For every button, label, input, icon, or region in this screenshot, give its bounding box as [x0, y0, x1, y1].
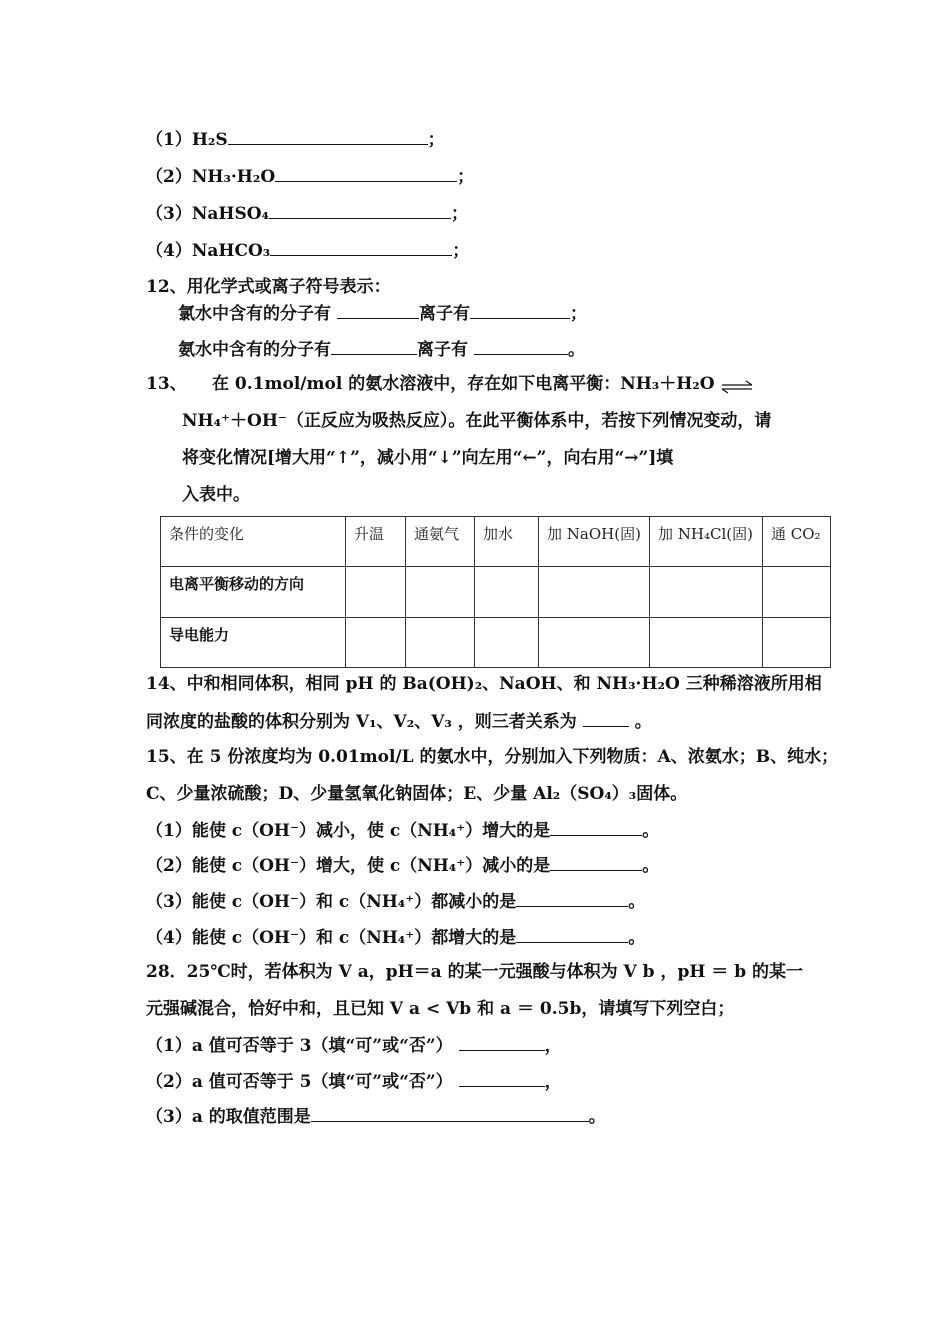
q12-line-2 — [178, 338, 585, 361]
punct: ， — [544, 1036, 562, 1056]
text: 离子有 — [419, 304, 470, 324]
text: 氨水中含有的分子有 — [178, 340, 331, 360]
q13-intro — [212, 373, 754, 395]
item-number: （3） — [146, 204, 192, 224]
punct: ； — [451, 204, 468, 224]
text: 氯水中含有的分子有 — [178, 304, 331, 324]
answer-blank[interactable] — [459, 1034, 545, 1051]
q12-title: 12、用化学式或离子符号表示： — [146, 277, 391, 297]
answer-blank[interactable] — [550, 854, 642, 871]
answer-blank[interactable] — [337, 302, 419, 319]
table-cell[interactable] — [763, 618, 831, 668]
text: （2）a 值可否等于 5（填“可”或“否”） — [146, 1072, 453, 1092]
punct: 。 — [628, 928, 646, 948]
header-cell: 通氨气 — [406, 517, 475, 567]
q11-item-2 — [146, 165, 474, 188]
text: 在 0.1mol/mol 的氨水溶液中，存在如下电离平衡：NH₃＋H₂O — [212, 374, 715, 394]
punct: ； — [457, 167, 475, 187]
q13-table — [160, 516, 831, 668]
q12-line-1 — [178, 302, 587, 325]
formula: H₂S — [191, 130, 228, 150]
punct: ； — [570, 304, 587, 324]
answer-blank[interactable] — [228, 128, 428, 145]
table-row — [161, 567, 831, 618]
table-row — [161, 618, 831, 668]
q15-item-2 — [146, 854, 659, 877]
q15-line-2: C、少量浓硫酸；D、少量氢氧化钠固体；E、少量 Al₂（SO₄）₃固体。 — [146, 784, 688, 804]
answer-blank[interactable] — [474, 338, 568, 355]
q15-item-3 — [146, 890, 645, 913]
q28-line-2: 元强碱混合，恰好中和，且已知 V a < Vb 和 a ＝ 0.5b，请填写下列空白； — [146, 999, 735, 1019]
answer-blank[interactable] — [331, 338, 417, 355]
punct: 。 — [642, 856, 660, 876]
equilibrium-arrow-icon — [720, 378, 754, 392]
answer-blank[interactable] — [270, 239, 452, 256]
punct: 。 — [628, 892, 646, 912]
q13-line-4: 入表中。 — [182, 485, 250, 505]
row-label: 电离平衡移动的方向 — [161, 567, 346, 618]
answer-blank[interactable] — [269, 202, 451, 219]
table-cell[interactable] — [346, 618, 406, 668]
punct: ； — [427, 130, 445, 150]
q28-item-2 — [146, 1070, 562, 1093]
table-cell[interactable] — [346, 567, 406, 618]
q13-number: 13、 — [146, 374, 187, 394]
item-number: （4） — [146, 241, 192, 261]
row-label: 导电能力 — [161, 618, 346, 668]
punct: 。 — [642, 821, 660, 841]
text: （3）a 的取值范围是 — [146, 1107, 311, 1127]
table-cell[interactable] — [539, 618, 650, 668]
text: （3）能使 c（OH⁻）和 c（NH₄⁺）都减小的是 — [146, 892, 517, 912]
table-cell[interactable] — [539, 567, 650, 618]
answer-blank[interactable] — [550, 819, 642, 836]
punct: 。 — [634, 712, 652, 732]
formula: NaHCO₃ — [191, 241, 271, 261]
q11-item-4 — [146, 239, 469, 262]
table-cell[interactable] — [763, 567, 831, 618]
answer-blank[interactable] — [516, 890, 628, 907]
header-cell: 通 CO₂ — [763, 517, 831, 567]
table-cell[interactable] — [650, 567, 763, 618]
text: （4）能使 c（OH⁻）和 c（NH₄⁺）都增大的是 — [146, 928, 517, 948]
q14-line-1: 14、中和相同体积，相同 pH 的 Ba(OH)₂、NaOH、和 NH₃·H₂O 三种稀溶液所用相 — [146, 674, 822, 694]
answer-blank[interactable] — [275, 165, 457, 182]
header-cell: 条件的变化 — [161, 517, 346, 567]
punct: ； — [452, 241, 470, 261]
q28-item-3 — [146, 1105, 606, 1128]
table-cell[interactable] — [650, 618, 763, 668]
table-header-row — [161, 517, 831, 567]
q28-line-1: 28．25℃时，若体积为 V a，pH＝a 的某一元强酸与体积为 V b ，pH ＝ b 的某一 — [146, 962, 804, 982]
q15-item-1 — [146, 819, 659, 842]
table-cell[interactable] — [475, 567, 539, 618]
q11-item-1 — [146, 128, 445, 151]
answer-blank[interactable] — [583, 710, 629, 727]
text: （1）a 值可否等于 3（填“可”或“否”） — [146, 1036, 453, 1056]
q11-item-3 — [146, 202, 468, 225]
table-cell[interactable] — [406, 618, 475, 668]
punct: ， — [544, 1072, 562, 1092]
item-number: （1） — [146, 130, 192, 150]
punct: 。 — [568, 340, 585, 360]
formula: NH₃·H₂O — [191, 167, 276, 187]
item-number: （2） — [146, 167, 192, 187]
header-cell: 升温 — [346, 517, 406, 567]
q14-line-2 — [146, 710, 652, 733]
text: 同浓度的盐酸的体积分别为 V₁、V₂、V₃ ，则三者关系为 — [146, 712, 577, 732]
q28-item-1 — [146, 1034, 562, 1057]
punct: 。 — [588, 1107, 606, 1127]
answer-blank[interactable] — [311, 1105, 589, 1122]
q13-line-3: 将变化情况[增大用“↑”，减小用“↓”向左用“←”，向右用“→”]填 — [182, 448, 674, 468]
q13-line-2: NH₄⁺＋OH⁻（正反应为吸热反应）。在此平衡体系中，若按下列情况变动，请 — [182, 411, 772, 431]
formula: NaHSO₄ — [191, 204, 269, 224]
header-cell: 加 NaOH(固) — [539, 517, 650, 567]
q15-item-4 — [146, 926, 645, 949]
text: 离子有 — [417, 340, 468, 360]
answer-blank[interactable] — [516, 926, 628, 943]
answer-blank[interactable] — [459, 1070, 545, 1087]
text: （2）能使 c（OH⁻）增大，使 c（NH₄⁺）减小的是 — [146, 856, 551, 876]
table-cell[interactable] — [475, 618, 539, 668]
header-cell: 加 NH₄Cl(固) — [650, 517, 763, 567]
q15-line-1: 15、在 5 份浓度均为 0.01mol/L 的氨水中，分别加入下列物质：A、浓氨水；B、纯水； — [146, 747, 839, 767]
header-cell: 加水 — [475, 517, 539, 567]
answer-blank[interactable] — [470, 302, 570, 319]
table-cell[interactable] — [406, 567, 475, 618]
text: （1）能使 c（OH⁻）减小，使 c（NH₄⁺）增大的是 — [146, 821, 551, 841]
